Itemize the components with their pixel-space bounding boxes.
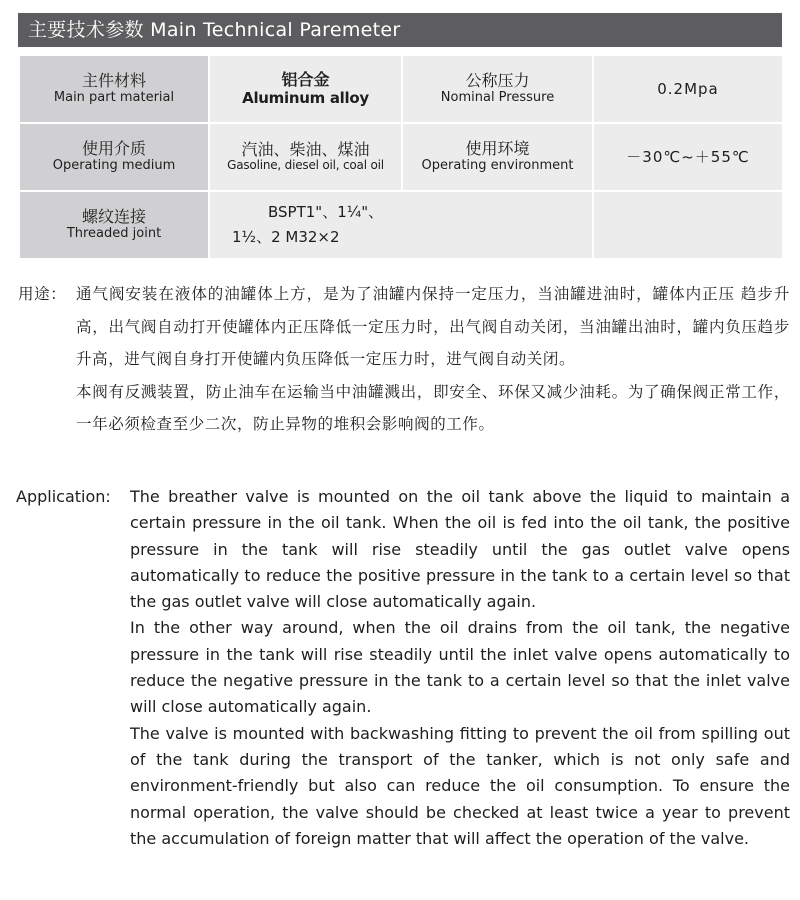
- spec-label-material: 主件材料 Main part material: [19, 55, 209, 123]
- spec-label-medium: 使用介质 Operating medium: [19, 123, 209, 191]
- spec-value-environment: －30℃~＋55℃: [593, 123, 783, 191]
- usage-section-zh: [18, 278, 790, 441]
- usage-label: 用途：: [18, 285, 67, 303]
- application-section-en: [16, 484, 790, 852]
- spec-row-material-pressure: [19, 55, 783, 123]
- spec-value-medium: 汽油、柴油、煤油 Gasoline, diesel oil, coal oil: [209, 123, 402, 191]
- spec-value-material: 铝合金 Aluminum alloy: [209, 55, 402, 123]
- spec-value-thread: BSPT1"、1¼"、 1½、2 M32×2: [209, 191, 593, 259]
- usage-paragraph-1: 通气阀安装在液体的油罐体上方，是为了油罐内保持一定压力，当油罐进油时，罐体内正压 趋步升高，出气阀自动打开使罐体内正压降低一定压力时，出气阀自动关闭，当油罐出油时，罐内负压趋步升高，进气阀自身打开使罐内负压降低一定压力时，进气阀自动关闭。: [76, 285, 790, 368]
- application-paragraph-1: The breather valve is mounted on the oil tank above the liquid to maintain a certain pressure in the oil tank. When the oil is fed into the oil tank, the positive pressure in the tank will rise steadily until the gas outlet valve opens automatically to reduce the positive pressure in the tank to a certain level so that the gas outlet valve will close automatically again.: [130, 487, 790, 612]
- spec-label-thread: 螺纹连接 Threaded joint: [19, 191, 209, 259]
- spec-label-pressure: 公称压力 Nominal Pressure: [402, 55, 593, 123]
- spec-table: [18, 54, 784, 260]
- usage-paragraph-2: 本阀有反溅装置，防止油车在运输当中油罐溅出，即安全、环保又减少油耗。为了确保阀正常工作，一年必须检查至少二次，防止异物的堆积会影响阀的工作。: [76, 382, 790, 433]
- application-paragraph-2: In the other way around, when the oil drains from the oil tank, the negative pressure in the tank will rise steadily until the inlet valve opens automatically to reduce the negative pressure in the tank to a certain level so that the inlet valve will close automatically again.: [130, 618, 790, 717]
- application-paragraph-3: The valve is mounted with backwashing fitting to prevent the oil from spilling out of the tank during the transport of the tanker, which is not only safe and environment-friendly but also can reduce the oil consumption. To ensure the normal operation, the valve should be checked at least twice a year to prevent the accumulation of foreign matter that will affect the operation of the valve.: [130, 723, 790, 848]
- spec-row-medium-environment: [19, 123, 783, 191]
- spec-empty-cell: [593, 191, 783, 259]
- spec-label-environment: 使用环境 Operating environment: [402, 123, 593, 191]
- section-title: 主要技术参数 Main Technical Paremeter: [28, 19, 401, 41]
- spec-value-pressure: 0.2Mpa: [593, 55, 783, 123]
- spec-row-thread: [19, 191, 783, 259]
- application-label: Application:: [16, 487, 111, 506]
- section-title-bar: [18, 13, 782, 47]
